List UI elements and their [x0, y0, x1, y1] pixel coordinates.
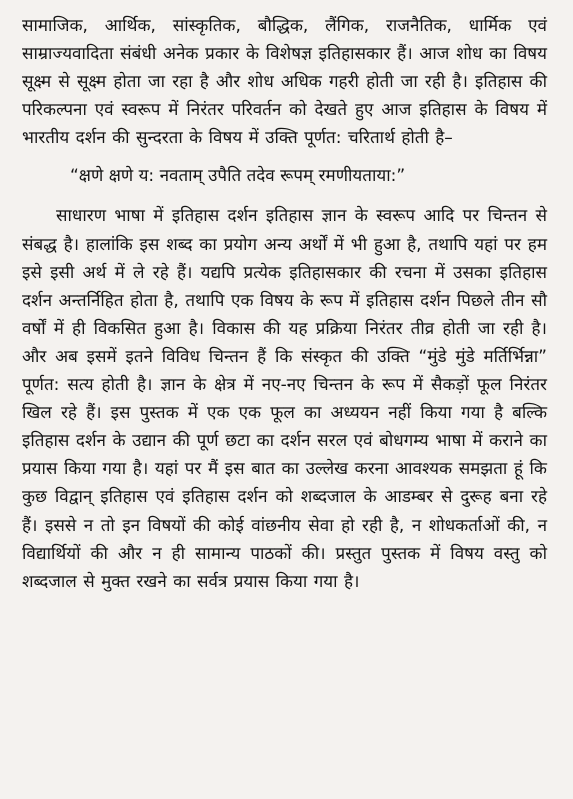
paragraph-intro: सामाजिक, आर्थिक, सांस्कृतिक, बौद्धिक, लैंगिक, राजनैतिक, धार्मिक एवं साम्राज्यवादिता संबंधी अनेक प्रकार के विशेषज्ञ इतिहासकार हैं। आज शोध का विषय सूक्ष्म से सूक्ष्म होता जा रहा है और शोध अधिक गहरी होती जा रही है। इतिहास की परिकल्पना एवं स्वरूप में निरंतर परिवर्तन को देखते हुए आज इतिहास के विषय में भारतीय दर्शन की सुन्दरता के विषय में उक्ति पूर्णत: चरितार्थ होती है– [22, 16, 547, 149]
paragraph-main: साधारण भाषा में इतिहास दर्शन इतिहास ज्ञान के स्वरूप आदि पर चिन्तन से संबद्ध है। हालांकि इस शब्द का प्रयोग अन्य अर्थों में भी हुआ है, तथापि यहां पर हम इसे इसी अर्थ में ले रहे हैं। यद्यपि प्रत्येक इतिहासकार की रचना में उसका इतिहास दर्शन अन्तर्निहित होता है, तथापि एक विषय के रूप में इतिहास दर्शन पिछले तीन सौ वर्षों में ही विकसित हुआ है। विकास की यह प्रक्रिया निरंतर तीव्र होती जा रही है। और अब इसमें इतने विविध चिन्तन हैं कि संस्कृत की उक्ति “मुंडे मुंडे मर्तिर्भिन्ना” पूर्णत: सत्य होती है। ज्ञान के क्षेत्र में नए-नए चिन्तन के रूप में सैकड़ों फूल निरंतर खिल रहे हैं। इस पुस्तक में एक एक फूल का अध्ययन नहीं किया गया है बल्कि इतिहास दर्शन के उद्यान की पूर्ण छटा का दर्शन सरल एवं बोधगम्य भाषा में कराने का प्रयास किया गया है। यहां पर मैं इस बात का उल्लेख करना आवश्यक समझता हूं कि कुछ विद्वान् इतिहास एवं इतिहास दर्शन को शब्दजाल के आडम्बर से दुरूह बना रहे हैं। इससे न तो इन विषयों की कोई वांछनीय सेवा हो रही है, न शोधकर्ताओं की, न विद्यार्थियों की और न ही सामान्य पाठकों की। प्रस्तुत पुस्तक में विषय वस्तु को शब्दजाल से मुक्त रखने का सर्वत्र प्रयास किया गया है। [22, 206, 547, 592]
sanskrit-quote: “क्षणे क्षणे य: नवताम् उपैति तदेव रूपम् रमणीयताया:” [70, 166, 406, 187]
